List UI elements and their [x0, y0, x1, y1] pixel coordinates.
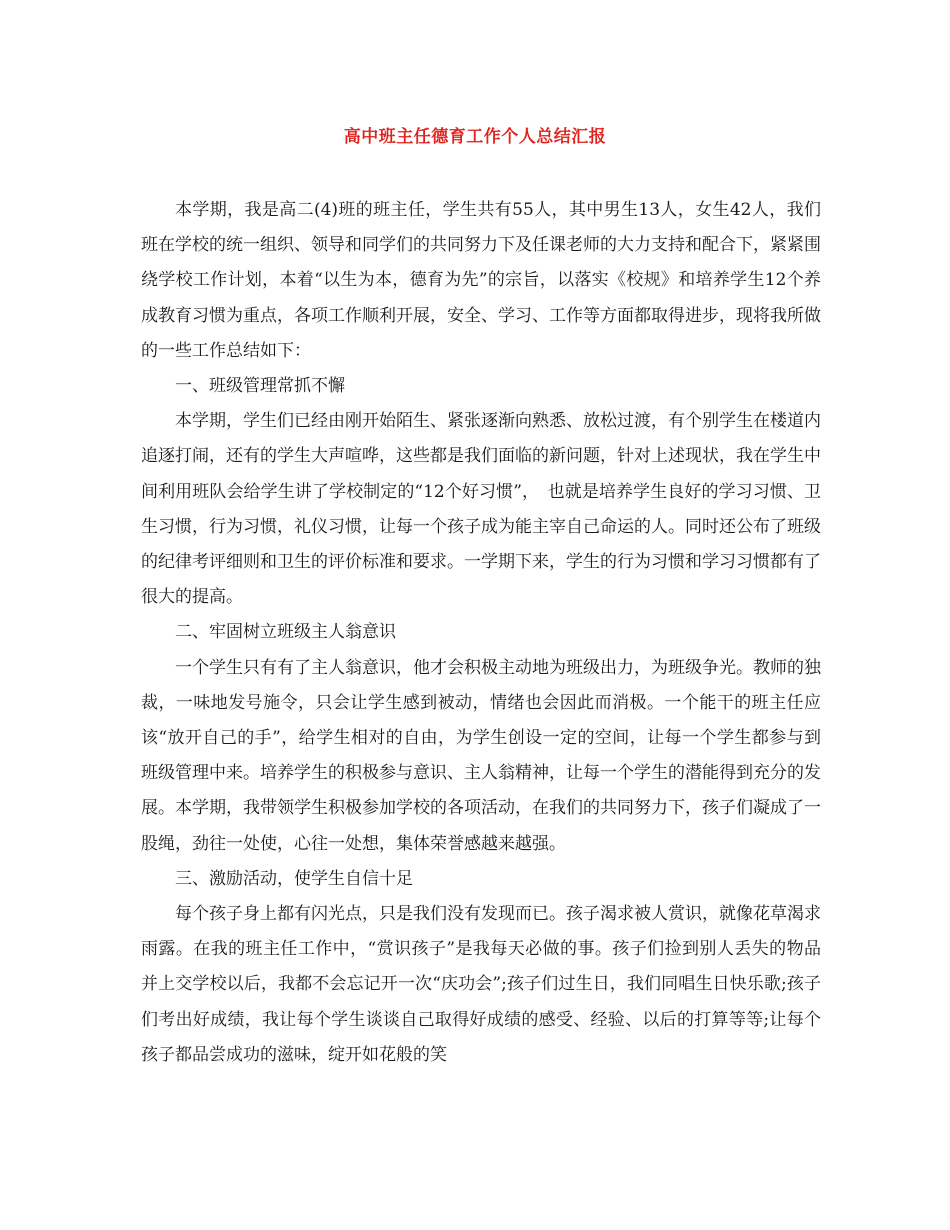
document-body	[141, 193, 821, 1073]
section-heading-1: 一、班级管理常抓不懈	[175, 376, 345, 397]
paragraph-section-1: 本学期，学生们已经由刚开始陌生、紧张逐渐向熟悉、放松过渡，有个别学生在楼道内追逐打闹，还有的学生大声喧哗，这些都是我们面临的新问题，针对上述现状，我在学生中间利用班队会给学生讲了学校制定的“12个好习惯”， 也就是培养学生良好的学习习惯、卫生习惯，行为习惯，礼仪习惯，让每一个孩子成为能主宰自己命运的人。同时还公布了班级的纪律考评细则和卫生的评价标准和要求。一学期下来，学生的行为习惯和学习习惯都有了很大的提高。	[141, 411, 821, 608]
paragraph-section-3: 每个孩子身上都有闪光点，只是我们没有发现而已。孩子渴求被人赏识，就像花草渴求雨露。在我的班主任工作中，“赏识孩子”是我每天必做的事。孩子们捡到别人丢失的物品并上交学校以后，我都不会忘记开一次“庆功会”;孩子们过生日，我们同唱生日快乐歌;孩子们考出好成绩，我让每个学生谈谈自己取得好成绩的感受、经验、以后的打算等等;让每个孩子都品尝成功的滋味，绽开如花般的笑	[141, 904, 821, 1065]
section-heading-3: 三、激励活动，使学生自信十足	[175, 868, 413, 889]
paragraph-section-2: 一个学生只有有了主人翁意识，他才会积极主动地为班级出力，为班级争光。教师的独裁，一味地发号施令，只会让学生感到被动，情绪也会因此而消极。一个能干的班主任应该“放开自己的手”，给学生相对的自由，为学生创设一定的空间，让每一个学生都参与到班级管理中来。培养学生的积极参与意识、主人翁精神，让每一个学生的潜能得到充分的发展。本学期，我带领学生积极参加学校的各项活动，在我们的共同努力下，孩子们凝成了一股绳，劲往一处使，心往一处想，集体荣誉感越来越强。	[141, 657, 821, 854]
document-title: 高中班主任德育工作个人总结汇报	[343, 127, 607, 147]
paragraph-intro: 本学期，我是高二(4)班的班主任，学生共有55人，其中男生13人，女生42人，我们班在学校的统一组织、领导和同学们的共同努力下及任课老师的大力支持和配合下，紧紧围绕学校工作计划，本着“以生为本，德育为先”的宗旨，以落实《校规》和培养学生12个养成教育习惯为重点，各项工作顺利开展，安全、学习、工作等方面都取得进步，现将我所做的一些工作总结如下：	[141, 200, 821, 361]
section-heading-2: 二、牢固树立班级主人翁意识	[175, 622, 396, 643]
